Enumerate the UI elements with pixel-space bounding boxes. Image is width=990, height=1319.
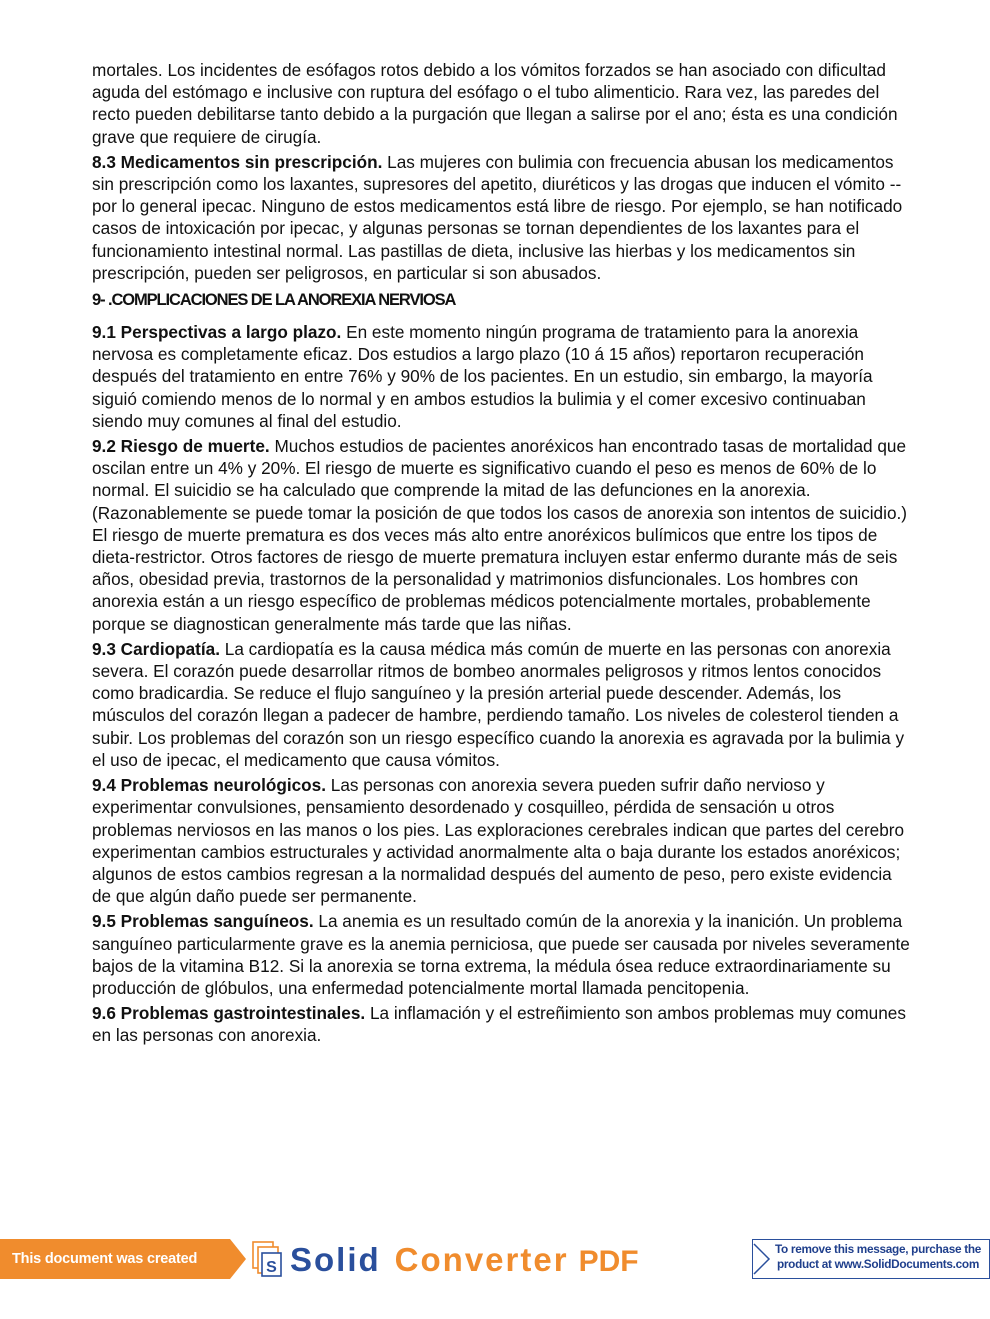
paragraph-heading: 9.2 Riesgo de muerte. [92,436,270,457]
paragraph-heading: 9.3 Cardiopatía. [92,638,220,659]
document-page [92,59,910,1050]
paragraph-9-4 [92,774,910,907]
purchase-message[interactable] [772,1242,984,1272]
paragraph-9-5 [92,910,910,999]
paragraph-8-3 [92,151,910,284]
paragraph-9-2 [92,435,910,635]
paragraph-text: La cardiopatía es la causa médica más común de muerte en las personas con anorexia severa. El corazón puede desarrollar ritmos de bombeo anormales peligrosos y ritmos lentos conocidos como bradicardia. Se reduce el flujo sanguíneo y la presión arterial puede descender. Además, los músculos del corazón llegan a padecer de hambre, perdiendo tamaño. Los niveles de colesterol tienden a subir. Los problemas del corazón son un riesgo específico cuando la anorexia es agravada por la bulimia y el uso de ipecac, el medicamento que causa vómitos. [92,638,905,770]
brand-word-solid: Solid [290,1241,381,1278]
arrow-right-icon [230,1239,246,1279]
paragraph-text: La anemia es un resultado común de la anorexia y la inanición. Un problema sanguíneo particularmente grave es la anemia perniciosa, que puede ser causada por niveles severamente bajos de la vitamina B12. Si la anorexia se torna extrema, la médula ósea reduce extraordinariamente su producción de glóbulos, una enfermedad potencialmente mortal llamada pencitopenia. [92,911,910,998]
converter-banner[interactable] [0,1238,990,1307]
paragraph-text: mortales. Los incidentes de esófagos rotos debido a los vómitos forzados se han asociado con dificultad aguda del estómago e inclusive con ruptura del esófago o el tubo alimenticio. Rara vez, las paredes del recto pueden debilitarse tanto debido a la purgación que llegan a salirse por el ano; ésta es una condición grave que requiere de cirugía. [92,60,898,147]
svg-text:S: S [266,1259,277,1276]
paragraph-9-3 [92,638,910,771]
paragraph-9-1 [92,321,910,432]
paragraph-text: Las mujeres con bulimia con frecuencia abusan los medicamentos sin prescripción como los laxantes, supresores del apetito, diuréticos y las drogas que inducen el vómito --por lo general ipecac. Ninguno de estos medicamentos está libre de riesgo. Por ejemplo, se han notificado casos de intoxicación por ipecac, y algunas personas se tornan dependientes de los laxantes para el funcionamiento intestinal normal. Las pastillas de dieta, inclusive las hierbas y los medicamentos sin prescripción, pueden ser peligrosos, en particular si son abusados. [92,151,903,283]
section-heading: 9- .COMPLICACIONES DE LA ANOREXIA NERVIOSA [92,291,456,310]
paragraph-heading: 9.5 Problemas sanguíneos. [92,911,314,932]
paragraph-continuation [92,59,910,148]
brand-word-converter: Converter [394,1241,569,1278]
created-using-label: This document was created using [0,1239,230,1279]
paragraph-heading: 8.3 Medicamentos sin prescripción. [92,151,383,172]
paragraph-text: Muchos estudios de pacientes anoréxicos han encontrado tasas de mortalidad que oscilan entre un 4% y 20%. El riesgo de muerte es significativo cuando el peso es menos de 60% de lo normal. El suicidio se ha calculado que comprende la mitad de las defunciones en la anorexia. (Razonablemente se puede tomar la posición de que todos los casos de anorexia son intentos de suicidio.) El riesgo de muerte prematura es dos veces más alto entre anoréxicos bulímicos que entre los tipos de dieta-restrictor. Otros factores de riesgo de muerte prematura incluyen estar enfermo durante más de seis años, obesidad previa, trastornos de la personalidad y matrimonios disfuncionales. Los hombres con anorexia están a un riesgo específico de problemas médicos potencialmente mortales, probablemente porque se diagnostican generalmente más tarde que las niñas. [92,436,907,634]
purchase-message-line-1: To remove this message, purchase the [775,1242,981,1256]
paragraph-text: En este momento ningún programa de tratamiento para la anorexia nervosa es completamente eficaz. Dos estudios a largo plazo (10 á 15 años) reportaron recuperación después del tratamiento en entre 76% y 90% de los pacientes. En un estudio, sin embargo, la mayoría siguió comiendo menos de lo normal y en ambos estudios la bulimia y el comer excesivo continuaban siendo muy comunes al final del estudio. [92,322,873,431]
paragraph-heading: 9.1 Perspectivas a largo plazo. [92,322,342,343]
purchase-message-line-2: product at www.SolidDocuments.com [776,1257,980,1271]
chevron-right-icon [752,1242,772,1276]
document-logo-icon [252,1241,282,1277]
paragraph-text: La inflamación y el estreñimiento son ambos problemas muy comunes en las personas con anorexia. [92,1003,906,1046]
brand-wordmark [290,1238,639,1280]
paragraph-heading: 9.6 Problemas gastrointestinales. [92,1003,366,1024]
paragraph-9-6 [92,1002,910,1046]
paragraph-text: Las personas con anorexia severa pueden sufrir daño nervioso y experimentar convulsiones, pensamiento desordenado y cosquilleo, pérdida de sensación u otros problemas nerviosos en las manos o los pies. Las exploraciones cerebrales indican que partes del cerebro experimentan cambios estructurales y actividad anormalmente alta o baja durante los estados anoréxicos; algunos de estos cambios regresan a la normalidad después del aumento de peso, pero existe evidencia de que algún daño puede ser permanente. [92,775,905,907]
paragraph-heading: 9.4 Problemas neurológicos. [92,775,327,796]
brand-word-pdf: PDF [578,1245,639,1278]
